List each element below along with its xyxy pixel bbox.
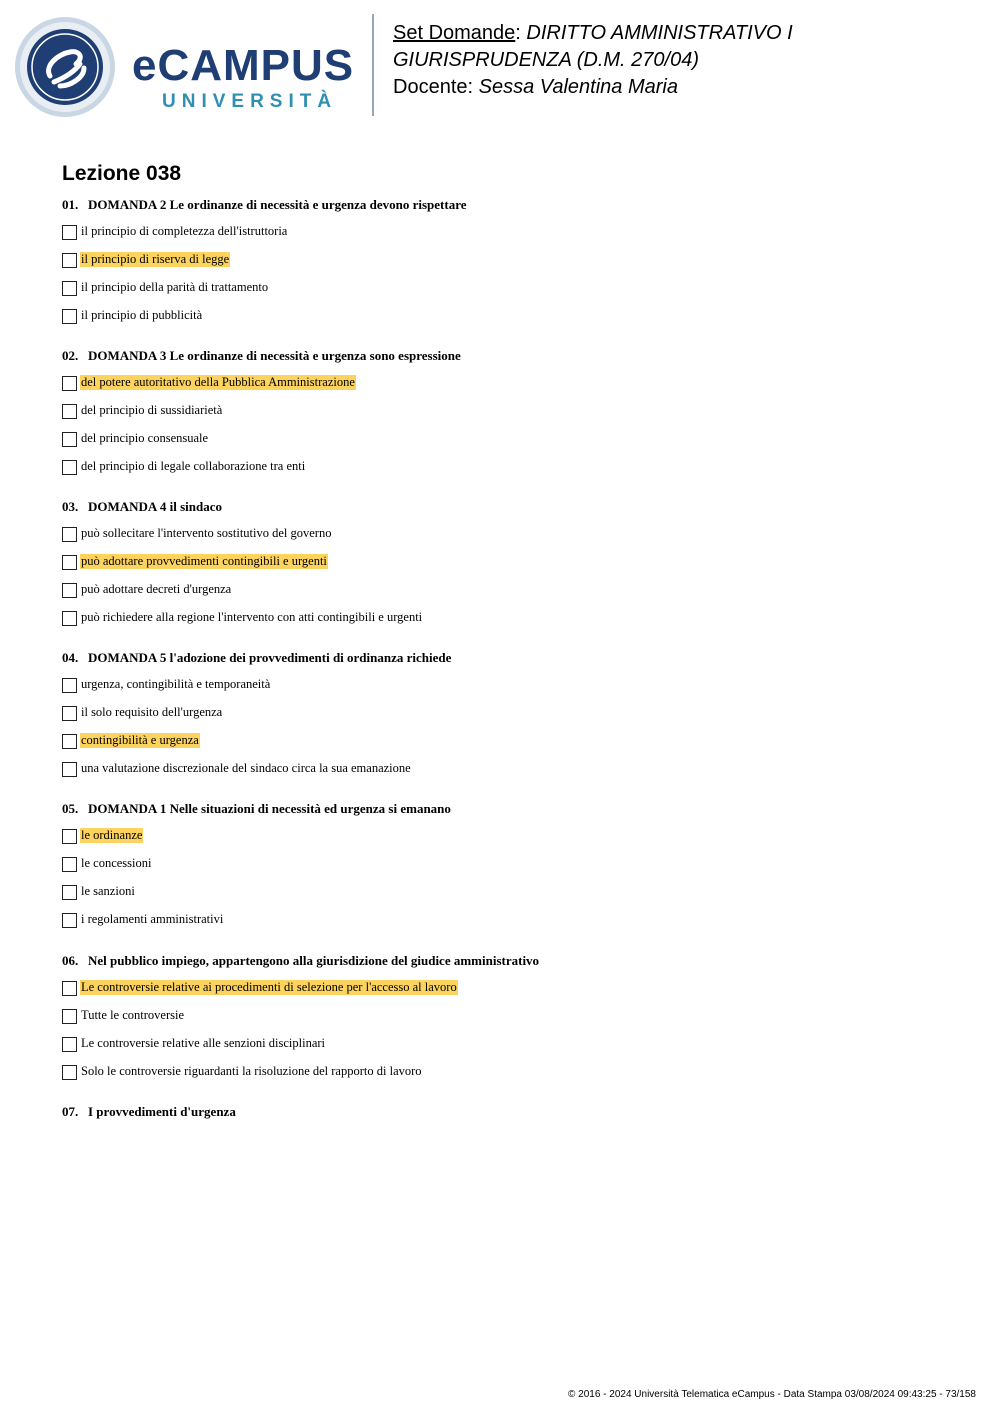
- set-line-2: [393, 47, 953, 74]
- option-checkbox[interactable]: [62, 460, 77, 475]
- answer-option[interactable]: [62, 851, 962, 879]
- teacher-value: Sessa Valentina Maria: [478, 76, 678, 98]
- question-number: 04.: [62, 650, 79, 665]
- option-label-correct: le ordinanze: [81, 828, 143, 842]
- option-label-correct: il principio di riserva di legge: [81, 252, 230, 266]
- option-checkbox[interactable]: [62, 253, 77, 268]
- answer-option[interactable]: [62, 1059, 962, 1087]
- option-label: urgenza, contingibilità e temporaneità: [81, 677, 271, 691]
- answer-option[interactable]: [62, 728, 962, 756]
- question-2: [62, 347, 962, 482]
- question-text: I provvedimenti d'urgenza: [88, 1104, 236, 1119]
- option-checkbox[interactable]: [62, 913, 77, 928]
- question-number: 06.: [62, 953, 79, 968]
- answer-option[interactable]: [62, 454, 962, 482]
- option-label-correct: contingibilità e urgenza: [81, 733, 199, 747]
- option-checkbox[interactable]: [62, 706, 77, 721]
- answer-option[interactable]: [62, 1031, 962, 1059]
- question-heading: [62, 347, 962, 365]
- option-checkbox[interactable]: [62, 1037, 77, 1052]
- option-checkbox[interactable]: [62, 225, 77, 240]
- option-label-correct: può adottare provvedimenti contingibili e urgenti: [81, 554, 327, 568]
- question-text: Nel pubblico impiego, appartengono alla giurisdizione del giudice amministrativo: [88, 953, 540, 968]
- option-label: può richiedere alla regione l'intervento con atti contingibili e urgenti: [81, 610, 423, 624]
- answer-option[interactable]: [62, 426, 962, 454]
- option-label: Solo le controversie riguardanti la risoluzione del rapporto di lavoro: [81, 1064, 422, 1078]
- answer-option[interactable]: [62, 823, 962, 851]
- option-label: i regolamenti amministrativi: [81, 912, 224, 926]
- option-label: Le controversie relative alle senzioni disciplinari: [81, 1036, 326, 1050]
- question-heading: [62, 196, 962, 214]
- question-text: DOMANDA 5 l'adozione dei provvedimenti di ordinanza richiede: [88, 650, 452, 665]
- set-value-line1: DIRITTO AMMINISTRATIVO I: [526, 22, 793, 44]
- option-checkbox[interactable]: [62, 762, 77, 777]
- set-value-line2: GIURISPRUDENZA (D.M. 270/04): [393, 49, 699, 71]
- question-text: DOMANDA 2 Le ordinanze di necessità e urgenza devono rispettare: [88, 197, 467, 212]
- question-1: [62, 196, 962, 331]
- option-checkbox[interactable]: [62, 309, 77, 324]
- option-checkbox[interactable]: [62, 376, 77, 391]
- option-label: il solo requisito dell'urgenza: [81, 705, 223, 719]
- answer-option[interactable]: [62, 879, 962, 907]
- question-number: 01.: [62, 197, 79, 212]
- option-label: il principio di completezza dell'istruttoria: [81, 224, 288, 238]
- answer-option[interactable]: [62, 1003, 962, 1031]
- page-footer: © 2016 - 2024 Università Telematica eCampus - Data Stampa 03/08/2024 09:43:25 - 73/158: [568, 1389, 976, 1400]
- teacher-label: Docente:: [393, 76, 474, 98]
- answer-option[interactable]: [62, 700, 962, 728]
- answer-option[interactable]: [62, 907, 962, 935]
- question-heading: [62, 649, 962, 667]
- question-heading: [62, 800, 962, 818]
- question-heading: [62, 498, 962, 516]
- answer-option[interactable]: [62, 577, 962, 605]
- set-line-1: Set Domande: DIRITTO AMMINISTRATIVO I: [393, 22, 793, 44]
- option-checkbox[interactable]: [62, 981, 77, 996]
- option-checkbox[interactable]: [62, 1009, 77, 1024]
- question-heading: [62, 1103, 962, 1121]
- option-label-correct: Le controversie relative ai procedimenti di selezione per l'accesso al lavoro: [81, 980, 457, 994]
- answer-option[interactable]: [62, 398, 962, 426]
- option-label: del principio consensuale: [81, 431, 209, 445]
- question-4: [62, 649, 962, 784]
- option-label: una valutazione discrezionale del sindaco circa la sua emanazione: [81, 761, 411, 775]
- option-label: le sanzioni: [81, 884, 135, 898]
- set-info: [393, 20, 953, 101]
- answer-option[interactable]: [62, 521, 962, 549]
- option-checkbox[interactable]: [62, 583, 77, 598]
- option-label: il principio di pubblicità: [81, 308, 203, 322]
- option-checkbox[interactable]: [62, 281, 77, 296]
- option-checkbox[interactable]: [62, 857, 77, 872]
- option-label-correct: del potere autoritativo della Pubblica Amministrazione: [81, 375, 355, 389]
- question-heading: [62, 952, 962, 970]
- answer-option[interactable]: [62, 756, 962, 784]
- option-label: può adottare decreti d'urgenza: [81, 582, 232, 596]
- question-6: [62, 952, 962, 1087]
- question-text: DOMANDA 4 il sindaco: [88, 499, 222, 514]
- question-5: [62, 800, 962, 935]
- answer-option[interactable]: [62, 247, 962, 275]
- option-checkbox[interactable]: [62, 829, 77, 844]
- question-3: [62, 498, 962, 633]
- answer-option[interactable]: [62, 275, 962, 303]
- option-checkbox[interactable]: [62, 611, 77, 626]
- answer-option[interactable]: [62, 975, 962, 1003]
- option-checkbox[interactable]: [62, 404, 77, 419]
- page-header: [0, 0, 1000, 130]
- set-label: Set Domande: [393, 22, 516, 44]
- brand-subtitle: UNIVERSITÀ: [162, 91, 338, 112]
- question-text: DOMANDA 1 Nelle situazioni di necessità ed urgenza si emanano: [88, 801, 451, 816]
- option-label: il principio della parità di trattamento: [81, 280, 269, 294]
- answer-option[interactable]: [62, 605, 962, 633]
- question-7: [62, 1103, 962, 1126]
- header-divider: [372, 14, 374, 116]
- question-number: 02.: [62, 348, 79, 363]
- option-checkbox[interactable]: [62, 734, 77, 749]
- question-number: 07.: [62, 1104, 79, 1119]
- ecampus-emblem-icon: [14, 16, 116, 118]
- answer-option[interactable]: [62, 672, 962, 700]
- answer-option[interactable]: [62, 303, 962, 331]
- brand-name: eCAMPUS: [132, 41, 355, 90]
- option-checkbox[interactable]: [62, 432, 77, 447]
- answer-option[interactable]: [62, 219, 962, 247]
- answer-option[interactable]: [62, 370, 962, 398]
- question-number: 03.: [62, 499, 79, 514]
- option-label: del principio di sussidiarietà: [81, 403, 223, 417]
- ecampus-logo: [14, 14, 374, 118]
- option-checkbox[interactable]: [62, 527, 77, 542]
- teacher-line: [393, 74, 953, 101]
- option-label: le concessioni: [81, 856, 152, 870]
- option-label: Tutte le controversie: [81, 1008, 184, 1022]
- answer-option[interactable]: [62, 549, 962, 577]
- option-checkbox[interactable]: [62, 1065, 77, 1080]
- option-checkbox[interactable]: [62, 678, 77, 693]
- lesson-title: Lezione 038: [62, 162, 182, 185]
- option-label: del principio di legale collaborazione tra enti: [81, 459, 306, 473]
- question-text: DOMANDA 3 Le ordinanze di necessità e urgenza sono espressione: [88, 348, 461, 363]
- option-checkbox[interactable]: [62, 555, 77, 570]
- question-number: 05.: [62, 801, 79, 816]
- option-label: può sollecitare l'intervento sostitutivo del governo: [81, 526, 332, 540]
- option-checkbox[interactable]: [62, 885, 77, 900]
